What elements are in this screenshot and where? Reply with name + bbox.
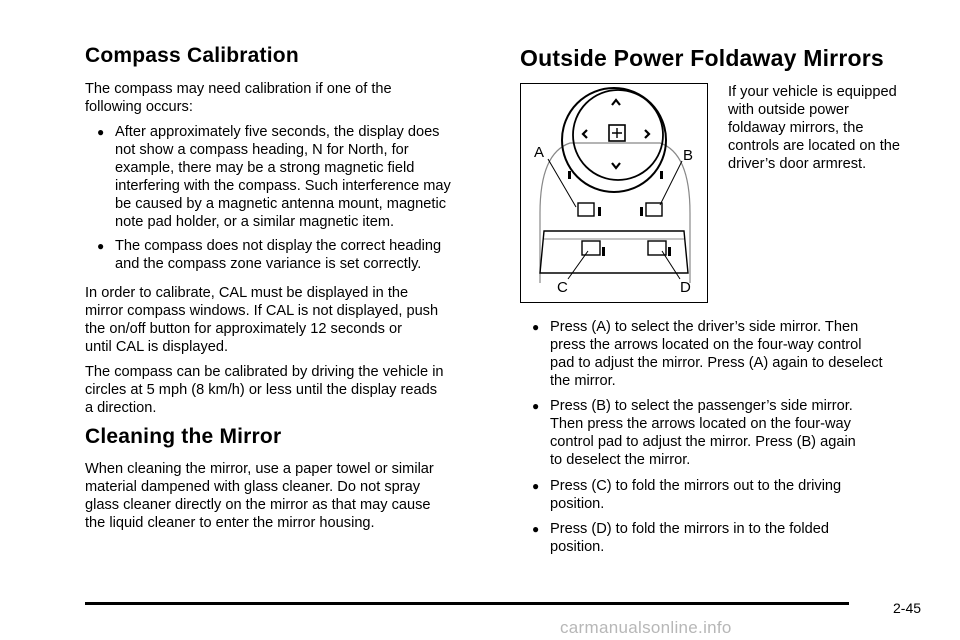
button-c-marker bbox=[602, 247, 605, 256]
compass-intro-line-2: following occurs: bbox=[85, 99, 193, 115]
button-d-marker bbox=[668, 247, 671, 256]
bullet-line: to deselect the mirror. bbox=[550, 452, 691, 468]
mirror-bullet-a bbox=[532, 318, 938, 390]
button-b-marker bbox=[640, 207, 643, 216]
intro-line: with outside power bbox=[728, 102, 849, 118]
bullet-line: Press (B) to select the passenger’s side mirror. bbox=[550, 398, 853, 414]
driving-para-line-2: circles at 5 mph (8 km/h) or less until the display reads bbox=[85, 382, 438, 398]
bullet-dot: ● bbox=[97, 125, 105, 139]
calibrate-para-line-1: In order to calibrate, CAL must be displayed in the bbox=[85, 285, 409, 301]
bullet-line: note pad holder, or a similar magnetic item. bbox=[115, 214, 395, 230]
intro-line: driver’s door armrest. bbox=[728, 156, 867, 172]
bullet-line: pad to adjust the mirror. Press (A) again to deselect bbox=[550, 355, 883, 371]
cleaning-line-2: material dampened with glass cleaner. Do not spray bbox=[85, 479, 421, 495]
calibrate-para-line-3: the on/off button for approximately 12 seconds or bbox=[85, 321, 402, 337]
bullet-dot: ● bbox=[532, 479, 540, 493]
bullet-line: example, there may be a strong magnetic field bbox=[115, 160, 415, 176]
footer-rule bbox=[85, 602, 849, 605]
driving-para-line-3: a direction. bbox=[85, 400, 157, 416]
bullet-line: Then press the arrows located on the four-way bbox=[550, 416, 851, 432]
foldaway-mirrors-heading: Outside Power Foldaway Mirrors bbox=[520, 45, 884, 71]
calibrate-para-line-2: mirror compass windows. If CAL is not displayed, push bbox=[85, 303, 439, 319]
intro-line: foldaway mirrors, the bbox=[728, 120, 864, 136]
bullet-line: the mirror. bbox=[550, 373, 616, 389]
right-indicator bbox=[660, 171, 663, 179]
left-indicator bbox=[568, 171, 571, 179]
intro-line: If your vehicle is equipped bbox=[728, 84, 897, 100]
compass-calibration-heading: Compass Calibration bbox=[85, 44, 299, 67]
label-b: B bbox=[683, 147, 694, 164]
calibrate-para-line-4: until CAL is displayed. bbox=[85, 339, 229, 355]
bullet-line: control pad to adjust the mirror. Press (B) again bbox=[550, 434, 856, 450]
page-number: 2-45 bbox=[893, 600, 922, 616]
driving-para-line-1: The compass can be calibrated by driving the vehicle in bbox=[85, 364, 444, 380]
bullet-line: After approximately five seconds, the display does bbox=[115, 124, 440, 140]
bullet-line: and the compass zone variance is set correctly. bbox=[115, 256, 422, 272]
mirror-controls-illustration bbox=[520, 83, 708, 303]
mirror-bullet-b bbox=[532, 397, 938, 469]
bullet-dot: ● bbox=[532, 320, 540, 334]
foldaway-intro bbox=[728, 83, 943, 173]
cleaning-line-3: glass cleaner directly on the mirror as that may cause bbox=[85, 497, 431, 513]
bullet-line: position. bbox=[550, 539, 605, 555]
watermark: carmanualsonline.info bbox=[560, 618, 732, 637]
bullet-dot: ● bbox=[97, 239, 105, 253]
mirror-bullet-c bbox=[532, 477, 938, 513]
label-d: D bbox=[680, 279, 691, 296]
bullet-line: not show a compass heading, N for North, for bbox=[115, 142, 409, 158]
bullet-line: position. bbox=[550, 496, 605, 512]
label-a: A bbox=[534, 144, 545, 161]
bullet-line: The compass does not display the correct heading bbox=[115, 238, 442, 254]
cleaning-line-1: When cleaning the mirror, use a paper towel or similar bbox=[85, 461, 434, 477]
bullet-line: Press (C) to fold the mirrors out to the driving bbox=[550, 478, 842, 494]
compass-bullet-2 bbox=[97, 237, 497, 273]
mirror-bullet-d bbox=[532, 520, 938, 556]
bullet-line: be caused by a magnetic antenna mount, magnetic bbox=[115, 196, 447, 212]
label-c: C bbox=[557, 279, 568, 296]
intro-line: controls are located on the bbox=[728, 138, 900, 154]
bullet-line: interfering with the compass. Such interference may bbox=[115, 178, 451, 194]
compass-intro-line-1: The compass may need calibration if one of the bbox=[85, 81, 392, 97]
button-a-marker bbox=[598, 207, 601, 216]
bullet-dot: ● bbox=[532, 399, 540, 413]
compass-bullet-1 bbox=[97, 123, 497, 231]
cleaning-mirror-heading: Cleaning the Mirror bbox=[85, 425, 282, 448]
mirror-controls-diagram bbox=[520, 83, 708, 303]
bullet-dot: ● bbox=[532, 522, 540, 536]
bullet-line: Press (A) to select the driver’s side mirror. Then bbox=[550, 319, 859, 335]
bullet-line: Press (D) to fold the mirrors in to the folded bbox=[550, 521, 830, 537]
bullet-line: press the arrows located on the four-way control bbox=[550, 337, 862, 353]
cleaning-line-4: the liquid cleaner to enter the mirror housing. bbox=[85, 515, 375, 531]
